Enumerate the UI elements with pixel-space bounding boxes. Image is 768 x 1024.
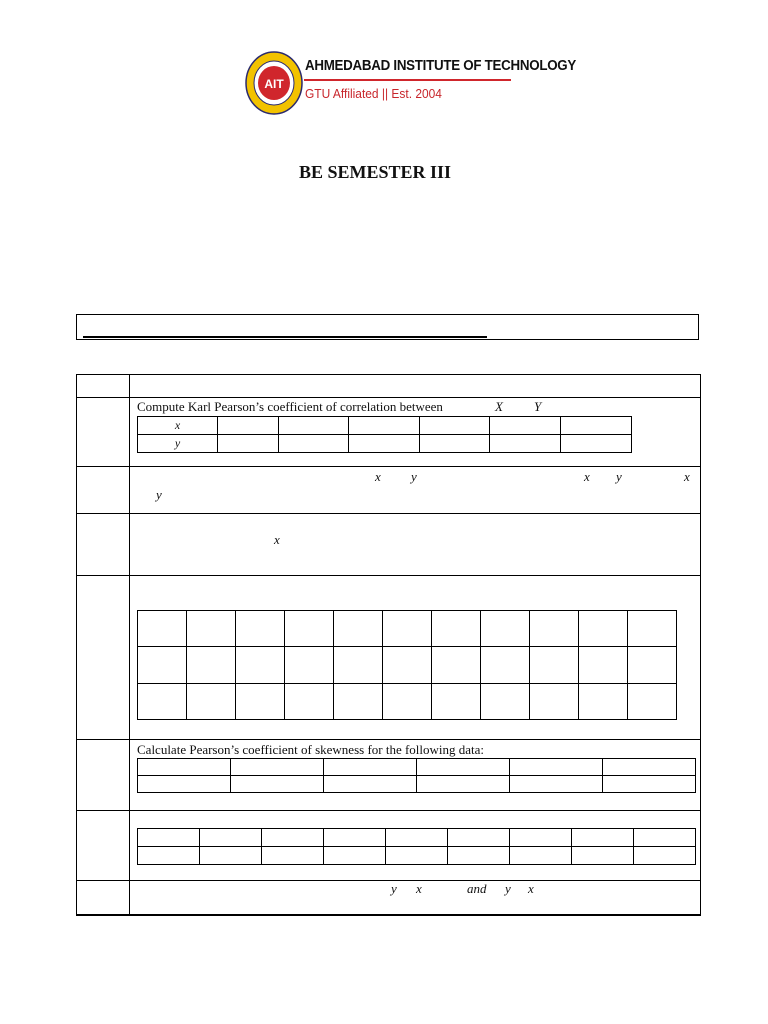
table-cell: [510, 759, 603, 776]
row-divider: [77, 397, 700, 398]
variable-label: y: [616, 469, 622, 484]
table-row: [138, 776, 696, 793]
table-cell: [634, 847, 696, 865]
table-cell: [138, 684, 187, 720]
header-divider: [304, 79, 511, 81]
row-divider: [77, 513, 700, 514]
table-cell: [324, 776, 417, 793]
table-cell: [628, 611, 677, 647]
table-cell: [218, 417, 279, 435]
subject-underline: [83, 336, 487, 338]
table-cell: [236, 684, 285, 720]
table-cell: [420, 435, 490, 453]
variable-label: X: [495, 399, 503, 414]
table-cell: [200, 847, 262, 865]
table-cell: [628, 684, 677, 720]
table-cell: [530, 684, 579, 720]
table-row: [138, 684, 677, 720]
table-cell: [417, 759, 510, 776]
row-divider: [77, 739, 700, 740]
question-4-data-table: [137, 610, 677, 720]
table-cell: [579, 611, 628, 647]
table-cell: [386, 847, 448, 865]
table-cell: [279, 417, 349, 435]
table-cell: [138, 759, 231, 776]
table-cell: [324, 847, 386, 865]
table-cell: [138, 829, 200, 847]
variable-label: y: [156, 487, 162, 502]
question-5-data-table: [137, 758, 696, 793]
table-row: [138, 647, 677, 684]
table-cell: [628, 647, 677, 684]
variable-label: Y: [534, 399, 542, 414]
table-cell: [510, 829, 572, 847]
table-cell: [383, 611, 432, 647]
variable-label: x: [375, 469, 381, 484]
question-table: [76, 374, 701, 916]
table-cell: [448, 829, 510, 847]
table-cell: [138, 611, 187, 647]
table-cell: [572, 829, 634, 847]
row-divider: [77, 810, 700, 811]
table-cell: [187, 684, 236, 720]
table-cell: [334, 684, 383, 720]
table-row: [138, 435, 632, 453]
row-divider: [77, 466, 700, 467]
table-cell: [420, 417, 490, 435]
variable-label: x: [274, 532, 280, 547]
table-row: [138, 759, 696, 776]
institute-name: AHMEDABAD INSTITUTE OF TECHNOLOGY: [305, 58, 577, 74]
table-cell: [432, 647, 481, 684]
table-row: [138, 829, 696, 847]
table-cell: [510, 776, 603, 793]
table-cell: [138, 647, 187, 684]
svg-text:AIT: AIT: [264, 77, 284, 91]
table-row: [138, 417, 632, 435]
table-cell: [481, 684, 530, 720]
table-cell: [231, 776, 324, 793]
variable-label: x: [528, 881, 534, 896]
question-1-prompt: Compute Karl Pearson’s coefficient of correlation between: [137, 399, 443, 414]
table-cell: [417, 776, 510, 793]
table-cell: [334, 647, 383, 684]
institute-logo: [244, 50, 304, 116]
question-6-data-table: [137, 828, 696, 865]
table-cell: [490, 417, 561, 435]
table-cell: [262, 829, 324, 847]
table-cell: [285, 684, 334, 720]
table-cell: [579, 684, 628, 720]
table-cell: [262, 847, 324, 865]
table-cell: [231, 759, 324, 776]
table-cell: [490, 435, 561, 453]
page-title: BE SEMESTER III: [298, 162, 452, 182]
row-divider: [77, 880, 700, 881]
table-cell: [285, 647, 334, 684]
table-cell: [324, 829, 386, 847]
question-number-column-divider: [129, 375, 130, 915]
table-cell: [349, 435, 420, 453]
row-label-y: y: [138, 435, 218, 453]
table-cell: [324, 759, 417, 776]
table-cell: [200, 829, 262, 847]
table-cell: [383, 647, 432, 684]
table-cell: [579, 647, 628, 684]
question-1-data-table: [137, 416, 632, 453]
table-cell: [218, 435, 279, 453]
table-cell: [530, 611, 579, 647]
table-cell: [481, 611, 530, 647]
table-row: [138, 847, 696, 865]
variable-label: x: [584, 469, 590, 484]
table-cell: [530, 647, 579, 684]
row-label-x: x: [138, 417, 218, 435]
variable-label: y: [505, 881, 511, 896]
table-cell: [603, 776, 696, 793]
table-cell: [603, 759, 696, 776]
table-cell: [187, 647, 236, 684]
institute-affiliation: GTU Affiliated || Est. 2004: [305, 86, 442, 101]
table-cell: [383, 684, 432, 720]
table-cell: [634, 829, 696, 847]
row-divider: [77, 575, 700, 576]
variable-label: y: [411, 469, 417, 484]
table-cell: [279, 435, 349, 453]
table-cell: [236, 611, 285, 647]
table-cell: [448, 847, 510, 865]
table-row: [138, 611, 677, 647]
table-cell: [481, 647, 530, 684]
table-cell: [561, 435, 632, 453]
variable-label: x: [416, 881, 422, 896]
variable-label: and: [467, 881, 487, 896]
question-1-text: [137, 399, 443, 415]
table-cell: [138, 776, 231, 793]
table-cell: [561, 417, 632, 435]
table-cell: [572, 847, 634, 865]
table-cell: [285, 611, 334, 647]
variable-label: y: [391, 881, 397, 896]
table-cell: [386, 829, 448, 847]
table-cell: [334, 611, 383, 647]
variable-label: x: [684, 469, 690, 484]
table-cell: [510, 847, 572, 865]
table-cell: [187, 611, 236, 647]
table-cell: [432, 611, 481, 647]
table-cell: [236, 647, 285, 684]
question-5-text: Calculate Pearson’s coefficient of skewness for the following data:: [137, 742, 485, 757]
table-cell: [432, 684, 481, 720]
table-cell: [349, 417, 420, 435]
table-cell: [138, 847, 200, 865]
